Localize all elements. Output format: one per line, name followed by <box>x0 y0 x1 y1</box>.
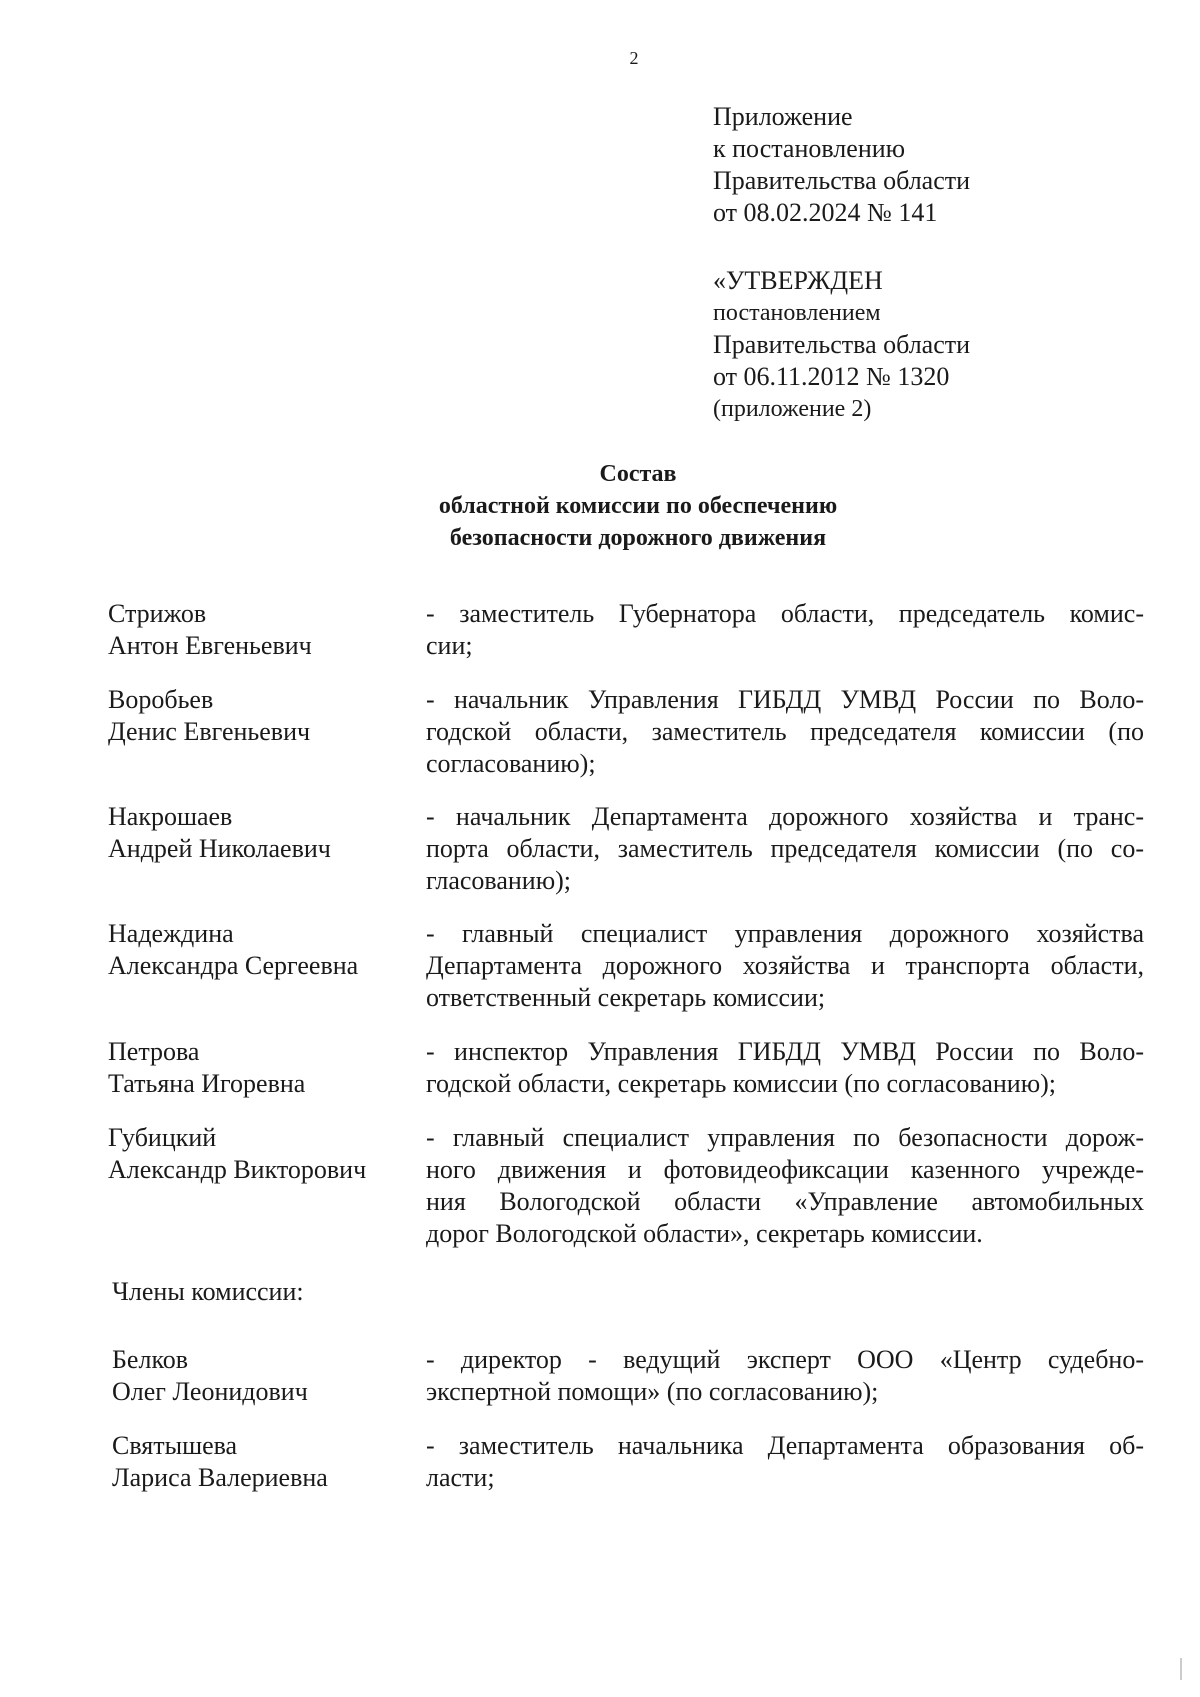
member-name <box>112 1430 412 1494</box>
scan-edge-marks <box>1178 1540 1184 1680</box>
member-role <box>426 1344 1144 1408</box>
page-number: 2 <box>629 48 639 68</box>
role-line: сии; <box>426 631 473 660</box>
member-surname: Белков <box>112 1345 189 1374</box>
role-line: - начальник Управления ГИБДД УМВД России по Воло- <box>426 685 1144 714</box>
appendix-line: к постановлению <box>713 134 906 163</box>
role-line: ния Вологодской области «Управление автомобильных <box>426 1187 1144 1216</box>
role-line: согласованию); <box>426 749 596 778</box>
member-surname: Воробьев <box>108 685 214 714</box>
member-role <box>426 1122 1144 1250</box>
approved-line: «УТВЕРЖДЕН <box>713 266 883 295</box>
role-line: ного движения и фотовидеофиксации казенного учрежде- <box>426 1155 1144 1184</box>
members-section-label: Члены комиссии: <box>112 1277 304 1306</box>
member-role <box>426 1036 1144 1100</box>
role-line: - инспектор Управления ГИБДД УМВД России по Воло- <box>426 1037 1144 1066</box>
role-line: дорог Вологодской области», секретарь комиссии. <box>426 1219 983 1248</box>
member-given-name: Александр Викторович <box>108 1155 367 1184</box>
member-surname: Надеждина <box>108 919 234 948</box>
member-name <box>108 918 408 982</box>
appendix-block <box>713 101 970 229</box>
approved-block <box>713 265 970 425</box>
appendix-line: Правительства области <box>713 166 971 195</box>
role-line: ответственный секретарь комиссии; <box>426 983 826 1012</box>
member-given-name: Андрей Николаевич <box>108 834 331 863</box>
role-line: Департамента дорожного хозяйства и транспорта области, <box>426 951 1144 980</box>
member-given-name: Денис Евгеньевич <box>108 717 311 746</box>
document-title <box>0 458 1200 554</box>
role-line: - главный специалист управления по безопасности дорож- <box>426 1123 1144 1152</box>
role-line: - начальник Департамента дорожного хозяйства и транс- <box>426 802 1144 831</box>
member-name <box>108 1122 408 1186</box>
member-given-name: Татьяна Игоревна <box>108 1069 306 1098</box>
member-role <box>426 598 1144 662</box>
role-line: - заместитель Губернатора области, председатель комис- <box>426 599 1144 628</box>
member-role <box>426 801 1144 897</box>
role-line: годской области, заместитель председателя комиссии (по <box>426 717 1144 746</box>
member-name <box>108 684 408 748</box>
member-given-name: Александра Сергеевна <box>108 951 359 980</box>
title-line: областной комиссии по обеспечению <box>438 493 838 519</box>
member-name <box>108 598 408 662</box>
approved-line: Правительства области <box>713 330 971 359</box>
member-name <box>108 801 408 865</box>
member-role <box>426 684 1144 780</box>
approved-line: (приложение 2) <box>713 396 872 422</box>
member-given-name: Олег Леонидович <box>112 1377 308 1406</box>
member-surname: Святышева <box>112 1431 238 1460</box>
member-surname: Петрова <box>108 1037 200 1066</box>
approved-line: постановлением <box>713 300 881 326</box>
member-role <box>426 918 1144 1014</box>
appendix-line: от 08.02.2024 № 141 <box>713 198 938 227</box>
role-line: экспертной помощи» (по согласованию); <box>426 1377 879 1406</box>
member-name <box>112 1344 412 1408</box>
role-line: годской области, секретарь комиссии (по согласованию); <box>426 1069 1057 1098</box>
role-line: порта области, заместитель председателя комиссии (по со- <box>426 834 1144 863</box>
role-line: гласованию); <box>426 866 572 895</box>
appendix-line: Приложение <box>713 102 853 131</box>
member-surname: Стрижов <box>108 599 207 628</box>
member-surname: Губицкий <box>108 1123 217 1152</box>
member-surname: Накрошаев <box>108 802 233 831</box>
role-line: - директор - ведущий эксперт ООО «Центр судебно- <box>426 1345 1144 1374</box>
approved-line: от 06.11.2012 № 1320 <box>713 362 950 391</box>
title-line: Состав <box>599 461 677 487</box>
member-name <box>108 1036 408 1100</box>
title-line: безопасности дорожного движения <box>449 525 827 551</box>
member-role <box>426 1430 1144 1494</box>
role-line: ласти; <box>426 1463 495 1492</box>
member-given-name: Антон Евгеньевич <box>108 631 312 660</box>
role-line: - заместитель начальника Департамента образования об- <box>426 1431 1144 1460</box>
role-line: - главный специалист управления дорожного хозяйства <box>426 919 1144 948</box>
member-given-name: Лариса Валериевна <box>112 1463 328 1492</box>
